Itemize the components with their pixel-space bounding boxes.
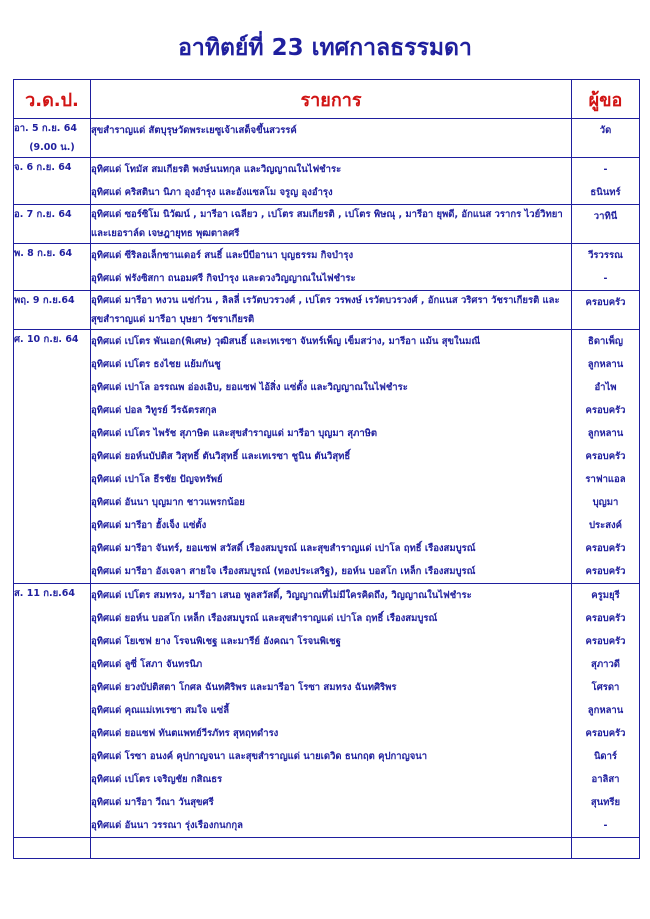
intention-line: อุทิศแด่ มารีอา ฮั้งเจ็ง แซ่ตั้ง (91, 520, 207, 531)
intention-line: อุทิศแด่ มารีอา จันทร์, ยอแซฟ สวัสดิ์ เรืองสมบูรณ์ และสุขสำราญแด่ เปาโล ฤทธิ์ เรืองสมบูรณ์ (91, 543, 476, 554)
intention-line: อุทิศแด่ คุณแม่เทเรซา สมใจ แซ่ลี้ (91, 705, 230, 716)
requester-name: ประสงค์ (588, 520, 623, 531)
table-row (14, 330, 640, 584)
row-requester-cell (572, 291, 640, 330)
intention-line: อุทิศแด่ คริสตินา นิภา อุงอำรุง และอังแซลโม จรูญ อุงอำรุง (91, 187, 333, 198)
intention-line: อุทิศแด่ โรซา อนงค์ คุปกาญจนา และสุขสำราญแด่ นายเดวิด ธนกฤต คุปกาญจนา (91, 751, 428, 762)
intention-line: อุทิศแด่ มารีอา วีณา วันสุขศรี (91, 797, 214, 808)
intention-line: อุทิศแด่ ฟรังซิสกา ถนอมศรี กิจบำรุง และดวงวิญญาณในไฟชำระ (91, 273, 356, 284)
intention-line: อุทิศแด่ ยอห์นบัปติส วิสุทธิ์ ตันวิสุทธิ์ และเทเรซา ชูนิน ตันวิสุทธิ์ (91, 451, 351, 462)
table-body (14, 119, 640, 859)
row-date: ศ. 10 ก.ย. 64 (14, 334, 79, 345)
requester-name: - (603, 164, 608, 175)
intention-line: อุทิศแด่ โทมัส สมเกียรติ พงษ์นนทกุล และวิญญาณในไฟชำระ (91, 164, 342, 175)
requester-name: ครอบครัว (585, 297, 626, 308)
requester-name: สุภาวดี (591, 659, 620, 670)
requester-name: ลูกหลาน (587, 359, 624, 370)
intention-line: อุทิศแด่ เปโตร ธงไชย แย้มกันชู (91, 359, 221, 370)
table-row (14, 119, 640, 158)
empty-cell (91, 838, 572, 859)
intention-line: อุทิศแด่ เปาโล อรรณพ อ่องเอิบ, ยอแซฟ ไอ้สิ่ง แซ่ตั้ง และวิญญาณในไฟชำระ (91, 382, 408, 393)
header-requester: ผู้ขอ (572, 80, 640, 119)
row-time-note: (9.00 น.) (29, 142, 75, 153)
requester-name: ธิดาเพ็ญ (588, 336, 623, 347)
requester-name: ครอบครัว (585, 613, 626, 624)
requester-name: วาทินี (593, 211, 618, 222)
requester-name: ครอบครัว (585, 451, 626, 462)
row-items-cell (91, 291, 572, 330)
requester-name: อำไพ (594, 382, 617, 393)
row-requester-cell (572, 119, 640, 158)
requester-name: ครอบครัว (585, 636, 626, 647)
row-items-cell (91, 330, 572, 584)
table-row (14, 244, 640, 291)
intention-line: อุทิศแด่ ซีริลอเล็กซานเดอร์ สนธิ์ และบีบีอานา บุญธรรม กิจบำรุง (91, 250, 354, 261)
intention-line: อุทิศแด่ เปาโล ธีรชัย ปัญจทรัพย์ (91, 474, 223, 485)
row-requester-cell (572, 330, 640, 584)
intention-line: อุทิศแด่ มารีอา หงวน แซ่ก๋วน , ลิลลี่ เรวัตบวรวงศ์ , เปโตร วรพงษ์ เรวัตบวรวงศ์ , อักแนส วริศรา วัชราเกียรติ และสุขสำราญแด่ มารีอา บุษยา วัชราเกียรติ (91, 295, 560, 325)
requester-name: ลูกหลาน (587, 705, 624, 716)
header-date: ว.ด.ป. (14, 80, 91, 119)
row-items-cell (91, 584, 572, 838)
row-requester-cell (572, 244, 640, 291)
intention-line: อุทิศแด่ ลูซี่ โสภา จันทรนิภ (91, 659, 203, 670)
intention-line: อุทิศแด่ เปโตร เจริญชัย กสิณธร (91, 774, 223, 785)
requester-name: - (603, 273, 608, 284)
table-header-row (14, 80, 640, 119)
intention-line: อุทิศแด่ ซอร์ซิโม นิวัฒน์ , มารีอา เฉลียว , เปโตร สมเกียรติ , เปโตร พิษณุ , มารีอา ยุพดี, อักแนส วรากร ไวย์วิทยา และเยอราล์ด เจษฎายุทธ พุฒตาลศรี (91, 209, 563, 239)
requester-name: วัด (599, 125, 612, 136)
requester-name: บุญมา (592, 497, 619, 508)
requester-name: ครอบครัว (585, 543, 626, 554)
row-date-cell (14, 244, 91, 291)
requester-name: อาลิสา (591, 774, 620, 785)
intention-line: อุทิศแด่ อันนา บุญมาก ชาวแพรกน้อย (91, 497, 245, 508)
row-requester-cell (572, 584, 640, 838)
table-row (14, 205, 640, 244)
requester-name: ราฟาแอล (585, 474, 626, 485)
intention-line: อุทิศแด่ เปโตร ไพรัช สุภาษิต และสุขสำราญแด่ มารีอา บุญมา สุภาษิต (91, 428, 378, 439)
requester-name: ครูมยุรี (591, 590, 620, 601)
requester-name: ธนินทร์ (590, 187, 621, 198)
intention-line: อุทิศแด่ ยอแซฟ ทันตแพทย์วีรภัทร สุหฤทดำรง (91, 728, 279, 739)
table-row (14, 291, 640, 330)
row-date: จ. 6 ก.ย. 64 (14, 162, 72, 173)
row-requester-cell (572, 205, 640, 244)
row-date-cell (14, 584, 91, 838)
row-date-cell (14, 119, 91, 158)
intention-line: อุทิศแด่ โยเซฟ ยาง โรจนพิเชฐ และมารีย์ อังคณา โรจนพิเชฐ (91, 636, 341, 647)
requester-name: วีรวรรณ (588, 250, 623, 261)
table-row-empty (14, 838, 640, 859)
row-items-cell (91, 244, 572, 291)
intention-line: อุทิศแด่ ยวงบัปติสตา โกศล ฉันทศิริพร และมารีอา โรซา สมทรง ฉันทศิริพร (91, 682, 397, 693)
empty-cell (572, 838, 640, 859)
intention-line: อุทิศแด่ เปโตร พันเอก(พิเศษ) วุฒิสนธิ์ และเทเรซา จันทร์เพ็ญ เข็มสว่าง, มารีอา แม้น สุขในมณี (91, 336, 481, 347)
requester-name: สุนทรีย (590, 797, 621, 808)
row-date: อ. 7 ก.ย. 64 (14, 209, 72, 220)
requester-name: ลูกหลาน (587, 428, 624, 439)
intention-line: สุขสำราญแด่ สัตบุรุษวัดพระเยซูเจ้าเสด็จขึ้นสวรรค์ (91, 125, 297, 136)
requester-name: ครอบครัว (585, 728, 626, 739)
requester-name: ครอบครัว (585, 405, 626, 416)
table-row (14, 584, 640, 838)
row-items-cell (91, 119, 572, 158)
row-date: พฤ. 9 ก.ย.64 (14, 295, 75, 306)
mass-intention-table (13, 79, 640, 859)
row-items-cell (91, 205, 572, 244)
row-date: ส. 11 ก.ย.64 (14, 588, 75, 599)
row-date: อา. 5 ก.ย. 64 (14, 123, 77, 134)
intention-line: อุทิศแด่ มารีอา อังเจลา สายใจ เรืองสมบูรณ์ (ทองประเสริฐ), ยอห์น บอสโก เหล็ก เรืองสมบูรณ์ (91, 566, 476, 577)
requester-name: นิดาร์ (593, 751, 618, 762)
requester-name: - (603, 820, 608, 831)
empty-cell (14, 838, 91, 859)
row-items-cell (91, 158, 572, 205)
row-date-cell (14, 291, 91, 330)
requester-name: ครอบครัว (585, 566, 626, 577)
intention-line: อุทิศแด่ ยอห์น บอสโก เหล็ก เรืองสมบูรณ์ และสุขสำราญแด่ เปาโล ฤทธิ์ เรืองสมบูรณ์ (91, 613, 438, 624)
row-date-cell (14, 330, 91, 584)
intention-line: อุทิศแด่ เปโตร สมทรง, มารีอา เสนอ พูลสวัสดิ์, วิญญาณที่ไม่มีใครคิดถึง, วิญญาณในไฟชำระ (91, 590, 472, 601)
intention-line: อุทิศแด่ ปอล วิทูรย์ วีรฉัตรสกุล (91, 405, 217, 416)
page-title: อาทิตย์ที่ 23 เทศกาลธรรมดา (178, 35, 472, 61)
intention-line: อุทิศแด่ อันนา วรรณา รุ่งเรืองกนกกุล (91, 820, 243, 831)
row-date-cell (14, 205, 91, 244)
requester-name: โศรดา (591, 682, 620, 693)
header-items: รายการ (91, 80, 572, 119)
row-date-cell (14, 158, 91, 205)
row-date: พ. 8 ก.ย. 64 (14, 248, 73, 259)
row-requester-cell (572, 158, 640, 205)
table-row (14, 158, 640, 205)
